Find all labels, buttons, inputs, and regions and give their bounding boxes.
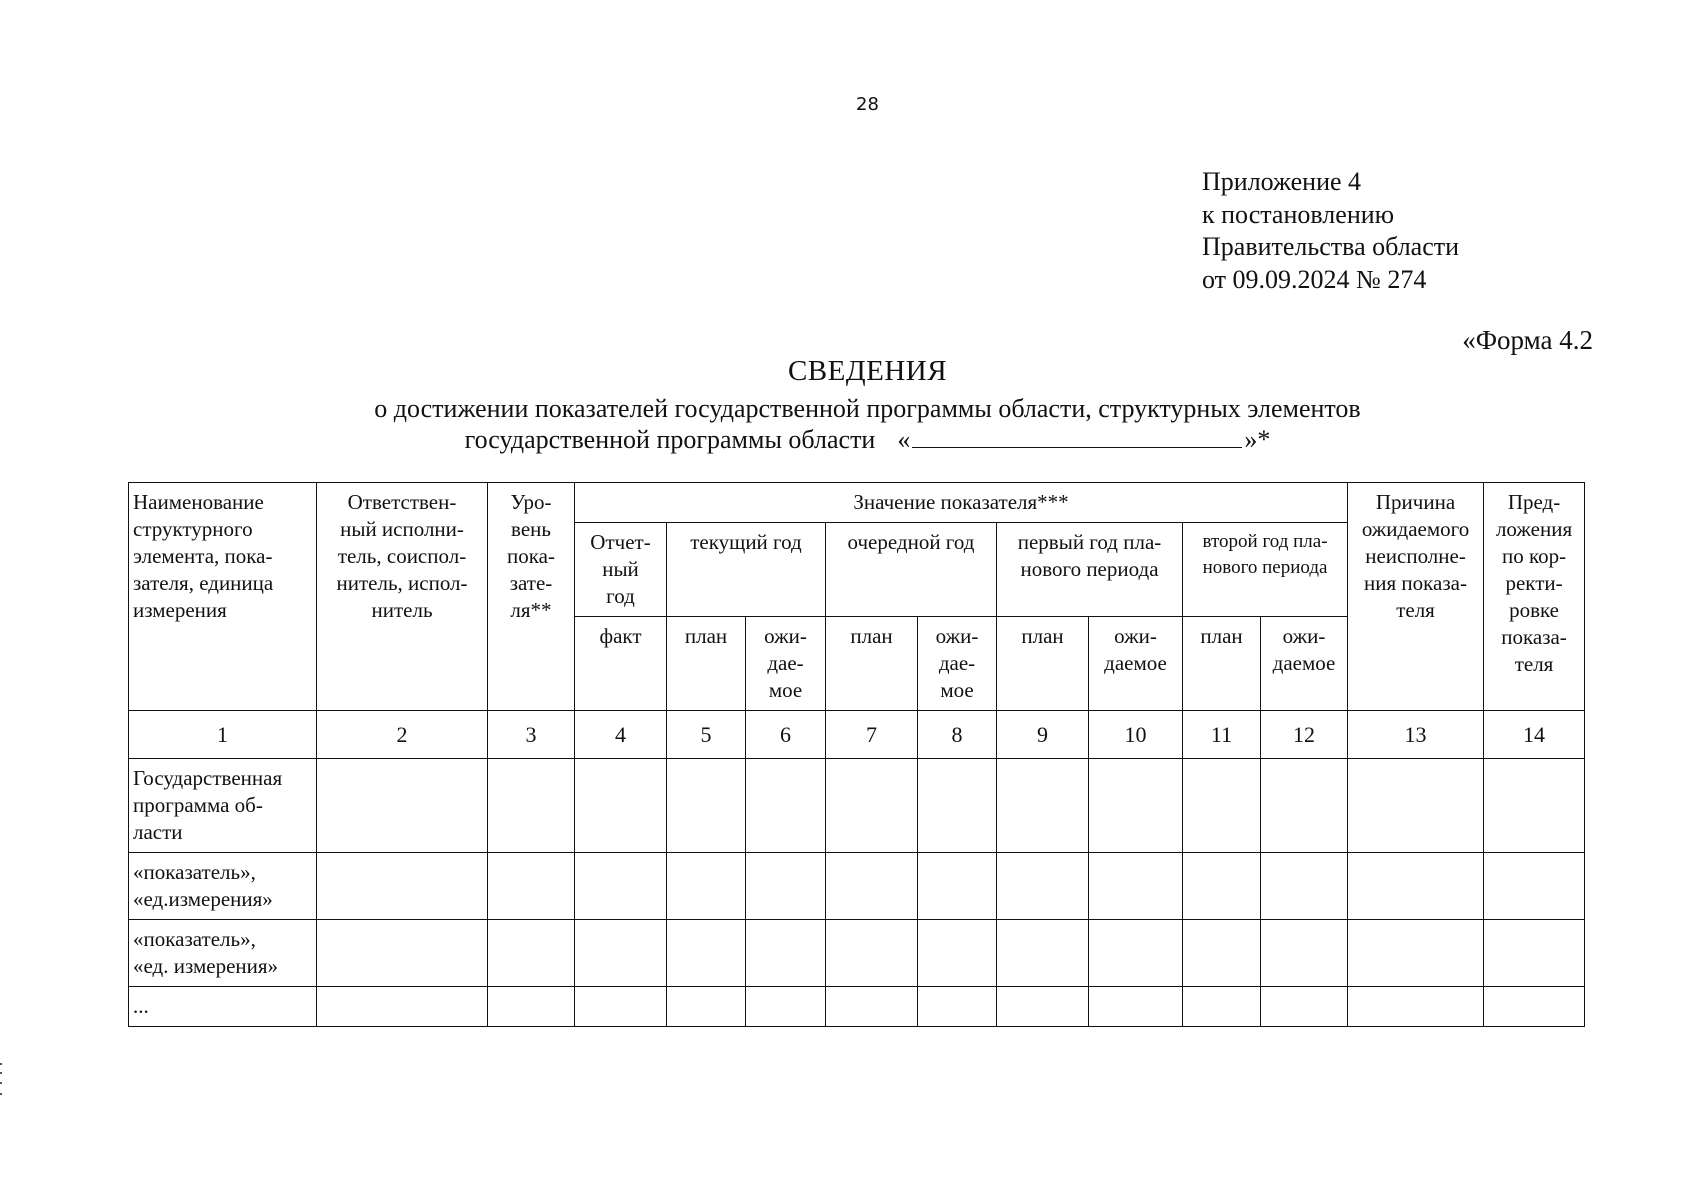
empty-cell bbox=[667, 987, 746, 1027]
empty-cell bbox=[488, 759, 575, 853]
header-expected: ожи- даемое bbox=[1089, 617, 1183, 711]
empty-cell bbox=[826, 759, 918, 853]
column-number: 11 bbox=[1183, 711, 1261, 759]
column-number: 2 bbox=[317, 711, 488, 759]
empty-cell bbox=[1261, 987, 1348, 1027]
column-number: 10 bbox=[1089, 711, 1183, 759]
row-name-cell: Государственная программа об- ласти bbox=[129, 759, 317, 853]
row-name-cell: «показатель», «ед. измерения» bbox=[129, 920, 317, 987]
column-number: 12 bbox=[1261, 711, 1348, 759]
empty-cell bbox=[1183, 853, 1261, 920]
header-current-year: текущий год bbox=[667, 523, 826, 617]
empty-cell bbox=[488, 987, 575, 1027]
empty-cell bbox=[1484, 920, 1585, 987]
empty-cell bbox=[1261, 759, 1348, 853]
header-indicator-level: Уро- вень пока- зате- ля** bbox=[488, 483, 575, 711]
header-indicator-value: Значение показателя*** bbox=[575, 483, 1348, 523]
open-quote: « bbox=[897, 425, 911, 454]
header-responsible-executor: Ответствен- ный исполни- тель, соиспол- нитель, испол- нитель bbox=[317, 483, 488, 711]
empty-cell bbox=[1348, 920, 1484, 987]
empty-cell bbox=[1484, 987, 1585, 1027]
empty-cell bbox=[575, 853, 667, 920]
empty-cell bbox=[826, 920, 918, 987]
document-title: СВЕДЕНИЯ bbox=[787, 355, 948, 387]
empty-cell bbox=[1089, 759, 1183, 853]
empty-cell bbox=[1089, 853, 1183, 920]
column-number: 1 bbox=[129, 711, 317, 759]
subtitle-line-1: о достижении показателей государственной программы области, структурных элементов bbox=[374, 394, 1361, 423]
appendix-line: Правительства области bbox=[1202, 232, 1460, 261]
appendix-line: Приложение 4 bbox=[1202, 167, 1362, 196]
column-number: 3 bbox=[488, 711, 575, 759]
header-adjustment-proposals: Пред- ложения по кор- ректи- ровке показа- теля bbox=[1484, 483, 1585, 711]
empty-cell bbox=[1183, 759, 1261, 853]
column-number: 13 bbox=[1348, 711, 1484, 759]
empty-cell bbox=[317, 759, 488, 853]
empty-cell bbox=[746, 920, 826, 987]
scan-edge-mark bbox=[0, 1082, 2, 1084]
header-second-planning-year: второй год пла- нового периода bbox=[1183, 523, 1348, 617]
header-fact: факт bbox=[575, 617, 667, 711]
empty-cell bbox=[918, 759, 997, 853]
header-nonfulfillment-reason: Причина ожидаемого неисполне- ния показа- теля bbox=[1348, 483, 1484, 711]
empty-cell bbox=[575, 987, 667, 1027]
empty-cell bbox=[746, 759, 826, 853]
empty-cell bbox=[997, 853, 1089, 920]
empty-cell bbox=[317, 853, 488, 920]
column-number: 6 bbox=[746, 711, 826, 759]
column-number: 4 bbox=[575, 711, 667, 759]
empty-cell bbox=[997, 920, 1089, 987]
empty-cell bbox=[1183, 987, 1261, 1027]
empty-cell bbox=[918, 853, 997, 920]
empty-cell bbox=[918, 987, 997, 1027]
empty-cell bbox=[1348, 853, 1484, 920]
form-label: «Форма 4.2 bbox=[1462, 325, 1593, 355]
scan-edge-mark bbox=[0, 1072, 2, 1074]
empty-cell bbox=[488, 853, 575, 920]
page-number: 28 bbox=[856, 94, 879, 115]
empty-cell bbox=[997, 759, 1089, 853]
header-structural-element: Наименование структурного элемента, пока- зателя, единица измерения bbox=[129, 483, 317, 711]
empty-cell bbox=[918, 920, 997, 987]
table-row bbox=[129, 920, 1585, 987]
empty-cell bbox=[1484, 759, 1585, 853]
empty-cell bbox=[1261, 920, 1348, 987]
close-quote: »* bbox=[1244, 425, 1271, 454]
header-expected: ожи- дае- мое bbox=[746, 617, 826, 711]
header-plan: план bbox=[667, 617, 746, 711]
appendix-block bbox=[1202, 166, 1459, 296]
empty-cell bbox=[1089, 987, 1183, 1027]
column-numbers-row bbox=[129, 711, 1585, 759]
table-row bbox=[129, 987, 1585, 1027]
column-number: 8 bbox=[918, 711, 997, 759]
empty-cell bbox=[317, 920, 488, 987]
empty-cell bbox=[575, 759, 667, 853]
header-expected: ожи- даемое bbox=[1261, 617, 1348, 711]
empty-cell bbox=[746, 853, 826, 920]
subtitle-line-2 bbox=[0, 424, 1697, 455]
table-row bbox=[129, 853, 1585, 920]
subtitle-program-text: государственной программы области bbox=[464, 425, 876, 454]
column-number: 7 bbox=[826, 711, 918, 759]
empty-cell bbox=[1089, 920, 1183, 987]
empty-cell bbox=[488, 920, 575, 987]
row-name-cell: ... bbox=[129, 987, 317, 1027]
empty-cell bbox=[1348, 987, 1484, 1027]
row-name-cell: «показатель», «ед.измерения» bbox=[129, 853, 317, 920]
empty-cell bbox=[317, 987, 488, 1027]
header-expected: ожи- дае- мое bbox=[918, 617, 997, 711]
indicators-table bbox=[128, 482, 1585, 1027]
column-number: 14 bbox=[1484, 711, 1585, 759]
empty-cell bbox=[826, 853, 918, 920]
scan-edge-mark bbox=[0, 1093, 2, 1095]
table-row bbox=[129, 759, 1585, 853]
empty-cell bbox=[575, 920, 667, 987]
appendix-line: к постановлению bbox=[1202, 199, 1395, 229]
empty-cell bbox=[746, 987, 826, 1027]
header-plan: план bbox=[1183, 617, 1261, 711]
header-plan: план bbox=[997, 617, 1089, 711]
header-reporting-year: Отчет- ный год bbox=[575, 523, 667, 617]
column-number: 9 bbox=[997, 711, 1089, 759]
program-name-blank bbox=[912, 425, 1242, 448]
scan-edge-mark bbox=[0, 1063, 2, 1065]
empty-cell bbox=[1348, 759, 1484, 853]
empty-cell bbox=[1261, 853, 1348, 920]
empty-cell bbox=[1183, 920, 1261, 987]
empty-cell bbox=[667, 853, 746, 920]
empty-cell bbox=[997, 987, 1089, 1027]
empty-cell bbox=[667, 759, 746, 853]
header-plan: план bbox=[826, 617, 918, 711]
empty-cell bbox=[667, 920, 746, 987]
empty-cell bbox=[826, 987, 918, 1027]
empty-cell bbox=[1484, 853, 1585, 920]
appendix-line: от 09.09.2024 № 274 bbox=[1202, 264, 1427, 294]
document-subtitle bbox=[0, 393, 1697, 455]
header-first-planning-year: первый год пла- нового периода bbox=[997, 523, 1183, 617]
column-number: 5 bbox=[667, 711, 746, 759]
header-next-year: очередной год bbox=[826, 523, 997, 617]
